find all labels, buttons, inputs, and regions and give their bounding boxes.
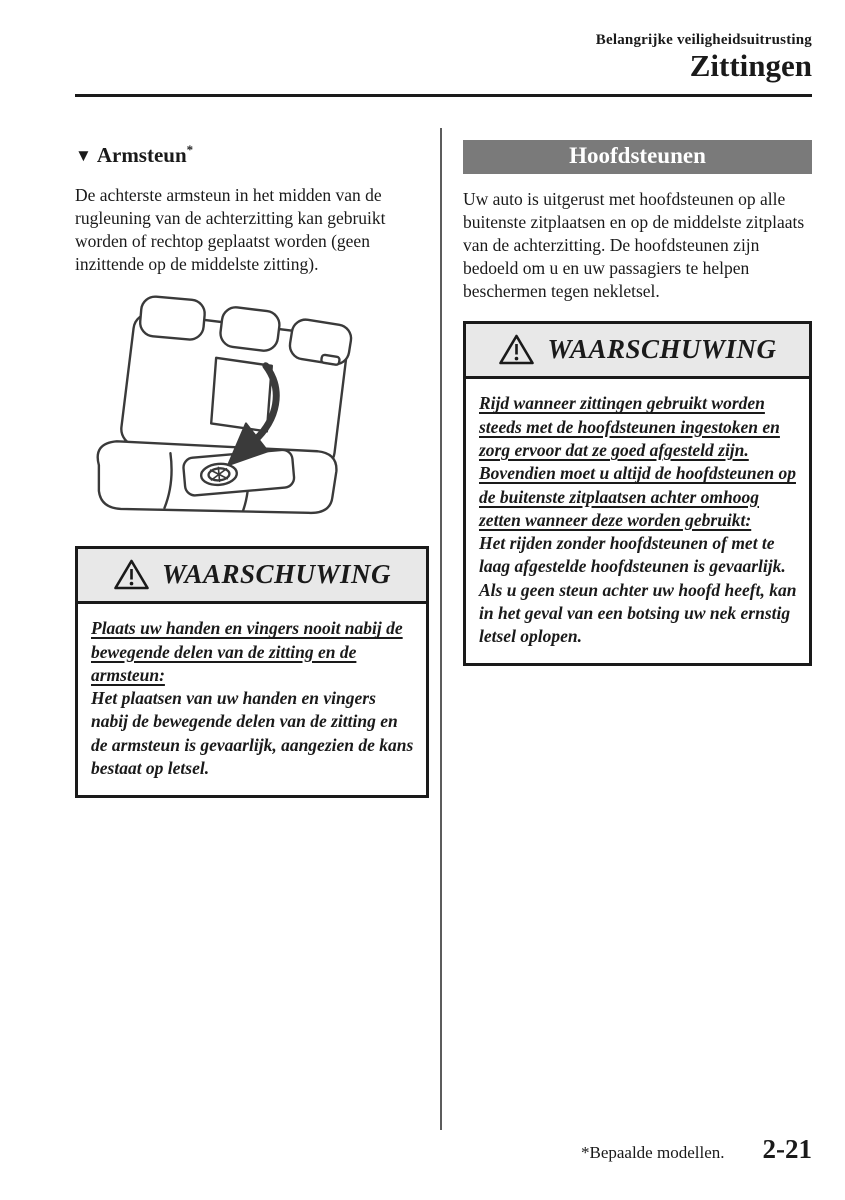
warning-header-hoofdsteunen: [466, 324, 809, 379]
headrest-middle: [219, 306, 281, 352]
armrest-recess: [211, 358, 272, 432]
left-column: [75, 138, 429, 798]
warning-header-armsteun: [78, 549, 426, 604]
warning-box-armsteun: [75, 546, 429, 798]
hoofdsteunen-title-bar: Hoofdsteunen: [463, 140, 812, 174]
hoofdsteunen-paragraph: Uw auto is uitgerust met hoofdsteunen op alle buitenste zitplaatsen en op de middelste zitplaats van de achterzitting. De hoofdsteunen zijn bedoeld om u en uw passagiers te helpen beschermen tegen nekletsel.: [463, 189, 805, 302]
page-header: [596, 32, 812, 83]
warning-body-armsteun: [78, 604, 426, 795]
header-rule: [75, 94, 812, 97]
page-footer: [581, 1134, 812, 1165]
models-footnote: *Bepaalde modellen.: [580, 1143, 725, 1162]
warning-title: WAARSCHUWING: [161, 559, 392, 590]
seat-tab: [321, 355, 340, 366]
warning-rest-text: Het plaatsen van uw handen en vingers nabij de bewegende delen van de zitting en de armsteun is gevaarlijk, aangezien de kans bestaat op letsel.: [91, 688, 414, 778]
right-column: [463, 138, 812, 666]
down-triangle-icon: ▼: [75, 146, 92, 165]
warning-rest-text: Het rijden zonder hoofdsteunen of met te laag afgestelde hoofdsteunen is gevaarlijk. Als u geen steun achter uw hoofd heeft, kan in het geval van een botsing uw nek ernstig letsel oplopen.: [479, 533, 797, 647]
warning-lead-text: Rijd wanneer zittingen gebruikt worden steeds met de hoofdsteunen ingestoken en zorg ervoor dat ze goed afgesteld zijn. Bovendien moet u altijd de hoofdsteunen op de buitenste zitplaatsen achter omhoog zetten wanneer deze worden gebruikt:: [479, 393, 796, 530]
footnote-asterisk: *: [186, 142, 194, 157]
armsteun-heading-text: Armsteun: [96, 143, 187, 167]
warning-title: WAARSCHUWING: [547, 334, 777, 365]
section-kicker: Belangrijke veiligheidsuitrusting: [595, 32, 812, 48]
column-divider: [440, 128, 442, 1130]
headrest-left: [139, 296, 206, 341]
page-number: 2-21: [762, 1134, 812, 1164]
warning-body-hoofdsteunen: [466, 379, 809, 663]
warning-triangle-icon: [113, 558, 150, 591]
seat-line-drawing: [81, 294, 399, 529]
warning-lead-text: Plaats uw handen en vingers nooit nabij de bewegende delen van de zitting en de armsteun:: [91, 618, 403, 685]
warning-box-hoofdsteunen: [463, 321, 812, 666]
page-title: Zittingen: [689, 48, 812, 83]
warning-triangle-icon: [498, 333, 535, 366]
rear-seat-armrest-illustration: [81, 294, 429, 534]
armsteun-heading: [75, 142, 429, 168]
armsteun-paragraph: De achterste armsteun in het midden van de rugleuning van de achterzitting kan gebruikt worden of rechtop geplaatst worden (geen inzittende op de middelste zitting).: [75, 185, 386, 275]
